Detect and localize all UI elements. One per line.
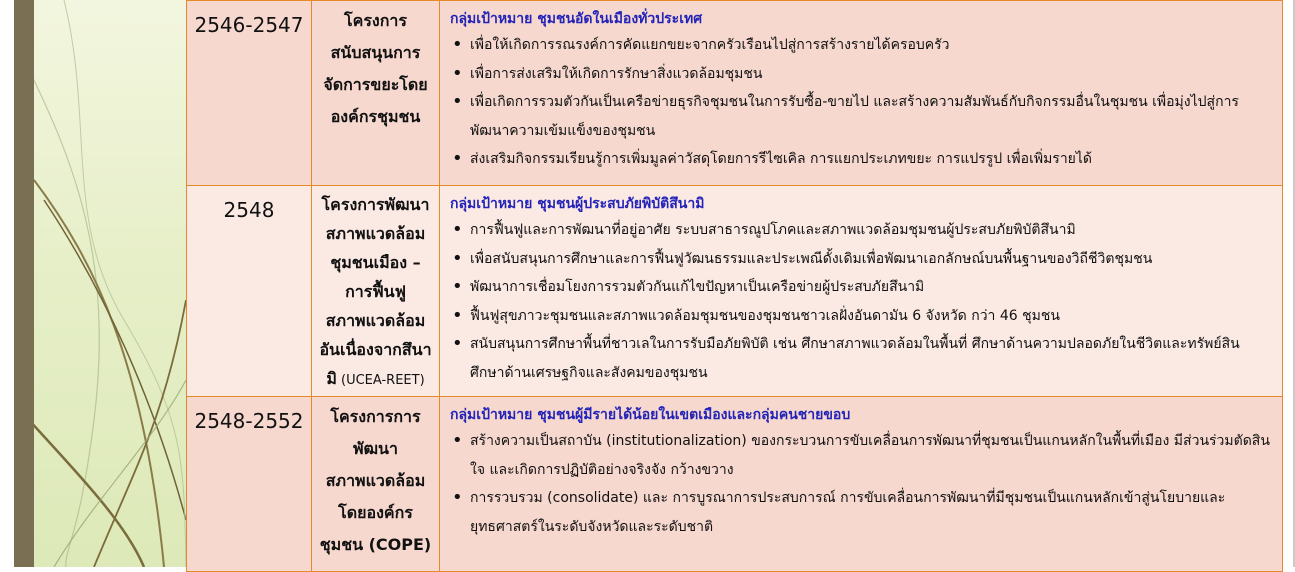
project-name-line: โดยองค์กร: [338, 503, 413, 522]
year-cell: [187, 397, 312, 572]
project-name-fragment: มิ: [326, 369, 337, 388]
year-cell: [187, 1, 312, 186]
list-item: • ส่งเสริมกิจกรรมเรียนรู้การเพิ่มมูลค่าวัสดุโดยการรีไซเคิล การแยกประเภทขยะ การแปรรูป เพื่อเพิ่มรายได้: [470, 145, 1272, 174]
list-item: • การฟื้นฟูและการพัฒนาที่อยู่อาศัย ระบบสาธารณูปโภคและสภาพแวดล้อมชุมชนผู้ประสบภัยพิบัติสึนามิ: [470, 216, 1272, 245]
project-cell: [312, 397, 440, 572]
detail-cell: [440, 1, 1283, 186]
project-name-line: สภาพแวดล้อม: [325, 471, 426, 490]
project-cell: [312, 1, 440, 186]
project-name-line: สภาพแวดล้อม: [325, 311, 426, 330]
project-name-line: สภาพแวดล้อม: [325, 224, 426, 243]
target-group-heading: กลุ่มเป้าหมาย ชุมชนอัดในเมืองทั่วประเทศ: [450, 11, 703, 27]
year-cell: [187, 186, 312, 397]
project-name-line: องค์กรชุมชน: [330, 107, 421, 126]
detail-cell: [440, 186, 1283, 397]
project-name-line: โครงการ: [344, 11, 407, 30]
decorative-background-panel: [34, 0, 186, 567]
year-text: 2548: [223, 198, 275, 222]
table-row: [187, 186, 1283, 397]
project-name-line: พัฒนา: [353, 439, 398, 458]
project-table: [186, 0, 1283, 572]
detail-cell: [440, 397, 1283, 572]
project-name: [312, 1, 439, 133]
list-item: • ฟื้นฟูสุขภาวะชุมชนและสภาพแวดล้อมชุมชนของชุมชนชาวเลฝั่งอันดามัน 6 จังหวัด กว่า 46 ชุมชน: [470, 302, 1272, 331]
right-margin: [1283, 0, 1295, 567]
project-name: [312, 186, 439, 395]
year-text: 2546-2547: [194, 13, 304, 37]
project-name-line: โครงการการ: [330, 407, 421, 426]
objective-list: [450, 427, 1272, 541]
list-item: • การรวบรวม (consolidate) และ การบูรณาการประสบการณ์ การขับเคลื่อนการพัฒนาที่มีชุมชนเป็นแกนหลักเข้าสู่นโยบายและยุทธศาสตร์ในระดับจังหวัดและระดับชาติ: [470, 484, 1272, 541]
project-name-line: สนับสนุนการ: [330, 43, 421, 62]
project-name-line: ชุมชนเมือง –: [330, 253, 421, 272]
project-table-body: [187, 1, 1283, 572]
decorative-swirl-lines: [34, 0, 186, 567]
list-item: • เพื่อให้เกิดการรณรงค์การคัดแยกขยะจากครัวเรือนไปสู่การสร้างรายได้ครอบครัว: [470, 31, 1272, 60]
list-item: • เพื่อการส่งเสริมให้เกิดการรักษาสิ่งแวดล้อมชุมชน: [470, 60, 1272, 89]
project-name-line: การฟื้นฟู: [345, 282, 406, 301]
list-item: • เพื่อสนับสนุนการศึกษาและการฟื้นฟูวัฒนธรรมและประเพณีดั้งเดิมเพื่อพัฒนาเอกลักษณ์บนพื้นฐานของวิถีชีวิตชุมชน: [470, 245, 1272, 274]
objective-list: [450, 216, 1272, 387]
project-code: (UCEA-REET): [336, 373, 425, 388]
year-text: 2548-2552: [194, 409, 304, 433]
list-item: • สร้างความเป็นสถาบัน (institutionalization) ของกระบวนการขับเคลื่อนการพัฒนาที่ชุมชนเป็นแกนหลักในพื้นที่เมือง มีส่วนร่วมตัดสินใจ และเกิดการปฏิบัติอย่างจริงจัง กว้างขวาง: [470, 427, 1272, 484]
list-item: • พัฒนาการเชื่อมโยงการรวมตัวกันแก้ไขปัญหาเป็นเครือข่ายผู้ประสบภัยสึนามิ: [470, 273, 1272, 302]
list-item: • เพื่อเกิดการรวมตัวกันเป็นเครือข่ายธุรกิจชุมชนในการรับซื้อ-ขายไป และสร้างความสัมพันธ์กับกิจกรรมอื่นในชุมชน เพื่อมุ่งไปสู่การพัฒนาความเข้มแข็งของชุมชน: [470, 88, 1272, 145]
project-name-line: จัดการขยะโดย: [323, 75, 428, 94]
objective-list: [450, 31, 1272, 174]
table-row: [187, 397, 1283, 572]
project-name-line: [312, 364, 439, 395]
project-name-line: อันเนื่องจากสึนา: [319, 340, 432, 359]
table-row: [187, 1, 1283, 186]
project-name-line: โครงการพัฒนา: [321, 195, 430, 214]
target-group-heading: กลุ่มเป้าหมาย ชุมชนผู้มีรายได้น้อยในเขตเมืองและกลุ่มคนชายขอบ: [450, 407, 851, 423]
target-group-heading: กลุ่มเป้าหมาย ชุมชนผู้ประสบภัยพิบัติสึนามิ: [450, 196, 705, 212]
project-cell: [312, 186, 440, 397]
project-name: [312, 397, 439, 561]
project-name-line: ชุมชน (COPE): [319, 535, 432, 554]
decorative-left-strip: [14, 0, 34, 567]
list-item: • สนับสนุนการศึกษาพื้นที่ชาวเลในการรับมือภัยพิบัติ เช่น ศึกษาสภาพแวดล้อมในพื้นที่ ศึกษาด้านความปลอดภัยในชีวิตและทรัพย์สิน ศึกษาด้านเศรษฐกิจและสังคมของชุมชน: [470, 330, 1272, 387]
